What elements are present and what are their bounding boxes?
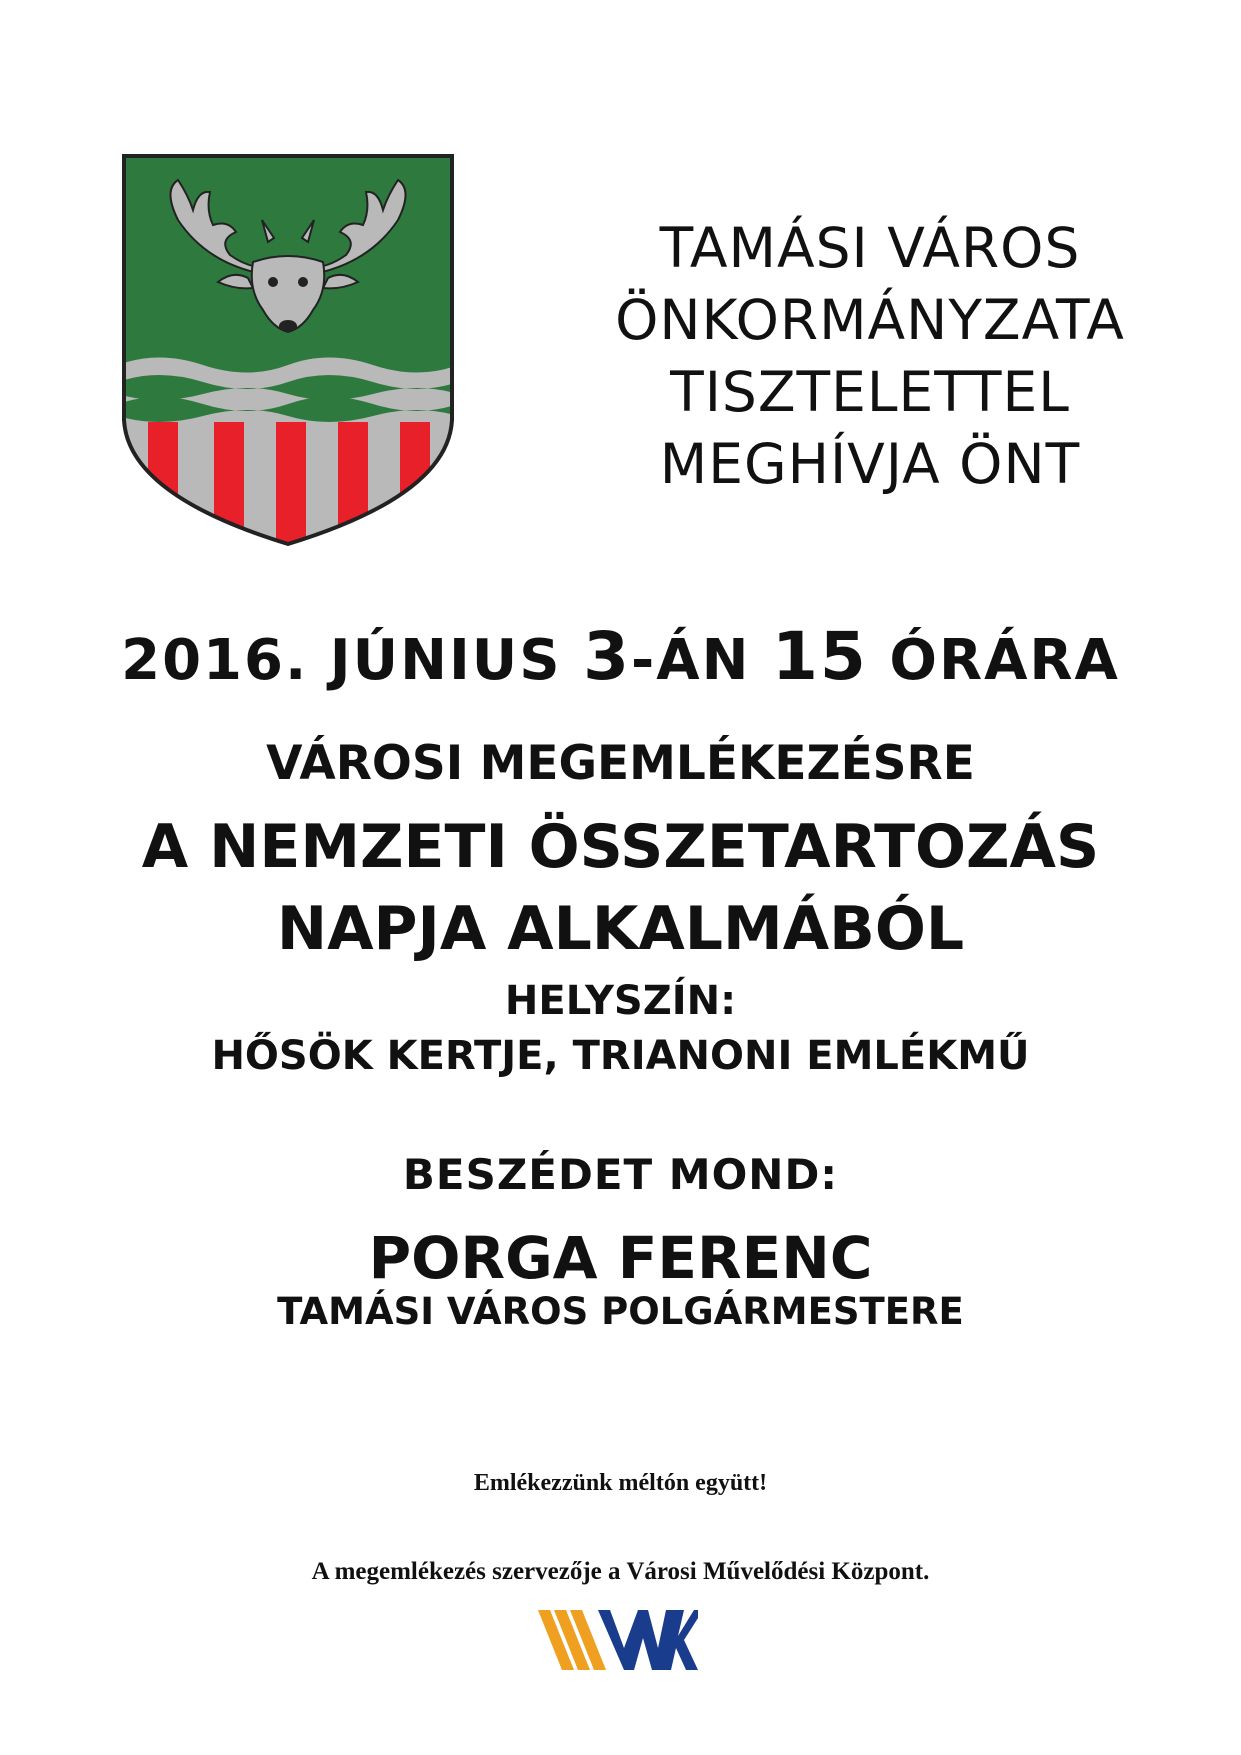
speaker-name: PORGA FERENC [368, 1224, 873, 1292]
speech-label: BESZÉDET MOND: [402, 1150, 839, 1199]
location-label: HELYSZÍN: [504, 978, 737, 1024]
intro-line: ÖNKORMÁNYZATA [615, 288, 1125, 352]
event-date-time [0, 618, 1241, 695]
closing-line: Emlékezzünk méltón együtt! [473, 1470, 768, 1496]
occasion: VÁROSI MEGEMLÉKEZÉSRE [266, 736, 975, 791]
date-day: 3 [583, 618, 632, 695]
organizer-line: A megemlékezés szervezője a Városi Művelődési Központ. [311, 1558, 930, 1585]
date-year: 2016. [121, 628, 309, 693]
date-hour-suffix: ÓRÁRA [889, 628, 1120, 693]
intro-line: TISZTELETTEL [670, 360, 1070, 424]
date-hour: 15 [771, 618, 868, 695]
location: HŐSÖK KERTJE, TRIANONI EMLÉKMŰ [211, 1033, 1030, 1079]
event-title-line2: NAPJA ALKALMÁBÓL [276, 894, 965, 964]
date-day-suffix: -ÁN [631, 628, 751, 693]
speaker-title: TAMÁSI VÁROS POLGÁRMESTERE [277, 1290, 964, 1333]
event-title-line1: A NEMZETI ÖSSZETARTOZÁS [141, 812, 1100, 882]
vmk-logo-icon [538, 1608, 698, 1672]
intro-line: TAMÁSI VÁROS [659, 216, 1081, 280]
invitation-intro [560, 212, 1180, 500]
date-month: JÚNIUS [329, 628, 562, 693]
coat-of-arms-icon [118, 150, 458, 550]
intro-line: MEGHÍVJA ÖNT [659, 432, 1081, 496]
